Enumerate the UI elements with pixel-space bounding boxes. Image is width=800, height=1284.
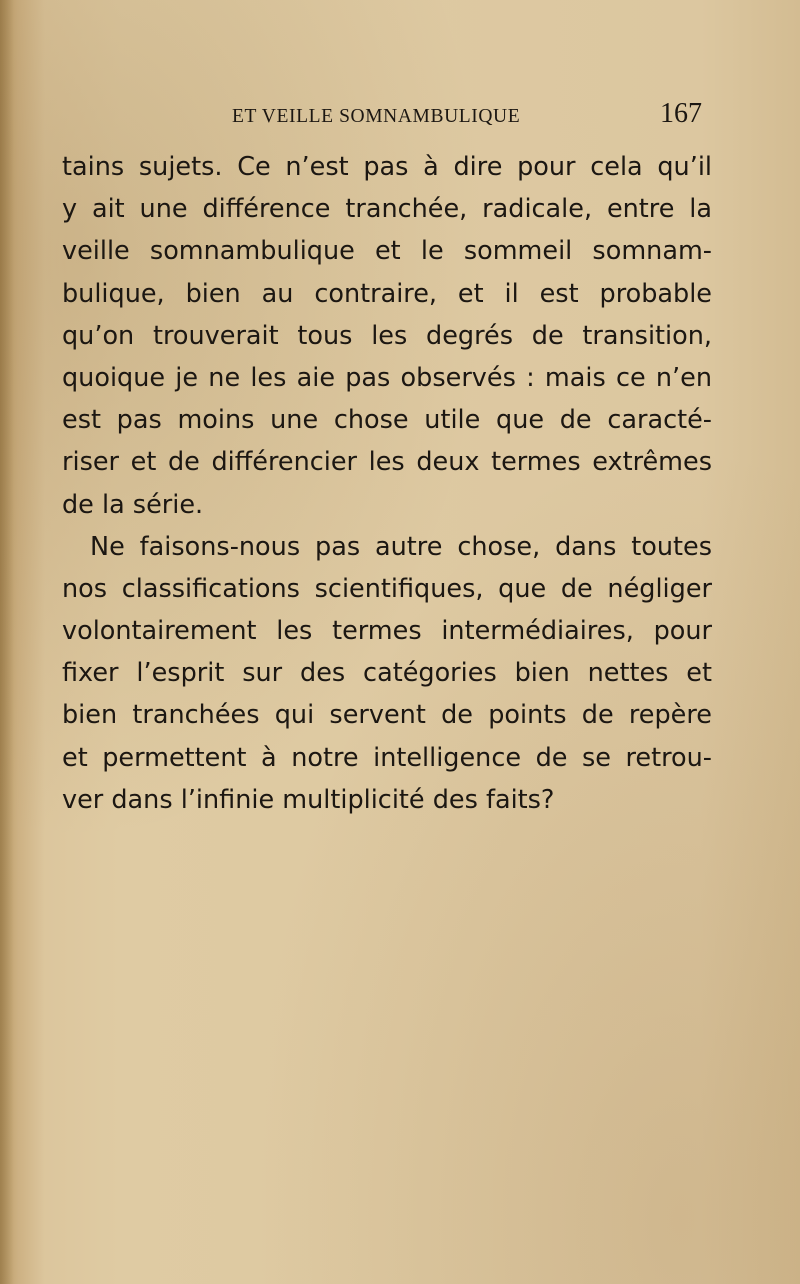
- running-head: [232, 100, 702, 136]
- text-line: y ait une différence tranchée, radicale, entre la: [62, 194, 712, 225]
- text-line: bulique, bien au contraire, et il est probable: [62, 278, 712, 309]
- gutter-shadow: [0, 0, 14, 1284]
- text-line: est pas moins une chose utile que de caracté-: [62, 405, 712, 436]
- text-line: qu’on trouverait tous les degrés de transition,: [62, 320, 712, 351]
- text-line: fixer l’esprit sur des catégories bien nettes et: [62, 658, 712, 689]
- text-line: et permettent à notre intelligence de se retrou-: [62, 742, 712, 773]
- text-line: ver dans l’infinie multiplicité des faits?: [62, 784, 555, 815]
- text-line: de la série.: [62, 489, 204, 520]
- text-line: bien tranchées qui servent de points de repère: [62, 700, 712, 731]
- text-line: volontairement les termes intermédiaires, pour: [62, 616, 712, 647]
- text-line: tains sujets. Ce n’est pas à dire pour cela qu’il: [62, 152, 712, 182]
- text-line: quoique je ne les aie pas observés : mais ce n’en: [62, 362, 712, 393]
- body-text: [62, 146, 712, 821]
- paragraph-1: [62, 146, 712, 526]
- page-number: 167: [660, 98, 702, 129]
- text-line: riser et de différencier les deux termes extrêmes: [62, 447, 712, 478]
- text-line: nos classifications scientifiques, que de négliger: [62, 573, 712, 604]
- text-line: veille somnambulique et le sommeil somnam-: [62, 236, 712, 267]
- paragraph-2: [62, 526, 712, 821]
- running-title: ET VEILLE SOMNAMBULIQUE: [232, 106, 521, 127]
- text-line: Ne faisons-nous pas autre chose, dans toutes: [90, 531, 712, 562]
